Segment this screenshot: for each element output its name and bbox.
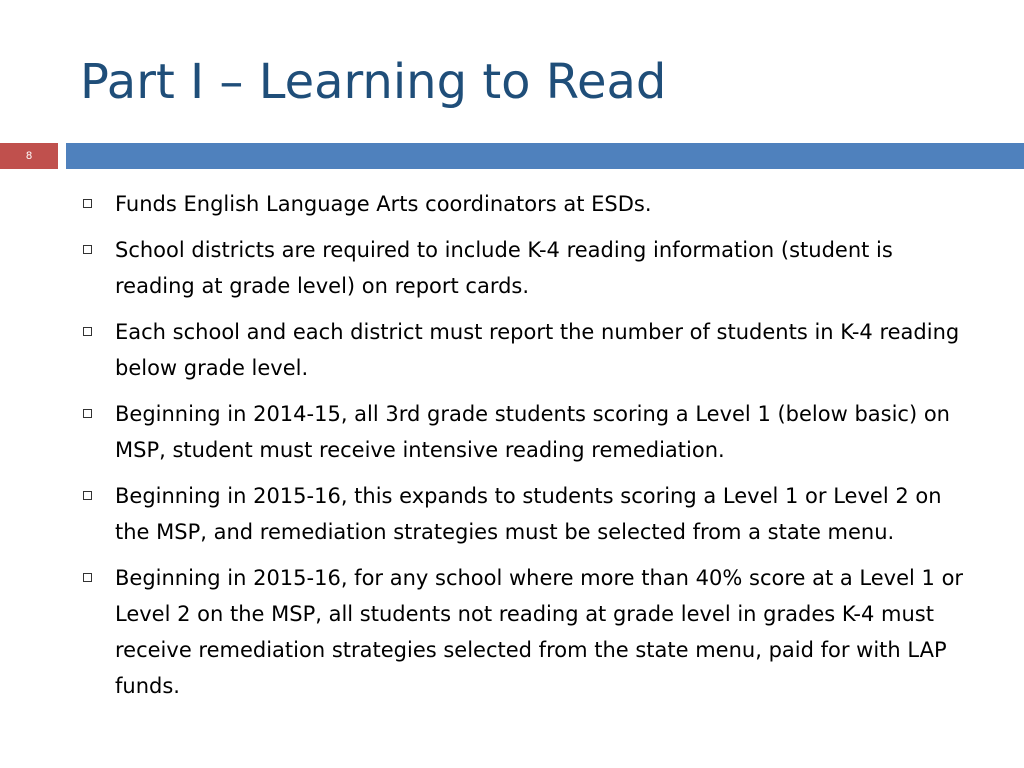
square-bullet-icon (83, 491, 92, 500)
page-number: 8 (25, 150, 33, 162)
list-item (82, 314, 977, 386)
list-item (82, 396, 977, 468)
bullet-text: Beginning in 2014-15, all 3rd grade students scoring a Level 1 (below basic) on MSP, student must receive intensive reading remediation. (115, 402, 950, 462)
square-bullet-icon (83, 327, 92, 336)
page-number-badge (0, 143, 58, 169)
square-bullet-icon (83, 573, 92, 582)
square-bullet-icon (83, 199, 92, 208)
bullet-text: Funds English Language Arts coordinators at ESDs. (115, 192, 652, 216)
bullet-text: Each school and each district must report the number of students in K-4 reading below grade level. (115, 320, 960, 380)
bullet-text: School districts are required to include K-4 reading information (student is reading at grade level) on report cards. (115, 238, 893, 298)
list-item (82, 560, 977, 704)
list-item (82, 478, 977, 550)
header-divider-bar (66, 143, 1024, 169)
square-bullet-icon (83, 245, 92, 254)
list-item (82, 186, 977, 222)
slide-title: Part I – Learning to Read (80, 54, 667, 110)
bullet-list (82, 186, 977, 714)
bullet-text: Beginning in 2015-16, for any school where more than 40% score at a Level 1 or Level 2 on the MSP, all students not reading at grade level in grades K-4 must receive remediation strategies selected from the state menu, paid for with LAP funds. (115, 566, 964, 698)
square-bullet-icon (83, 409, 92, 418)
bullet-text: Beginning in 2015-16, this expands to students scoring a Level 1 or Level 2 on the MSP, and remediation strategies must be selected from a state menu. (115, 484, 942, 544)
list-item (82, 232, 977, 304)
